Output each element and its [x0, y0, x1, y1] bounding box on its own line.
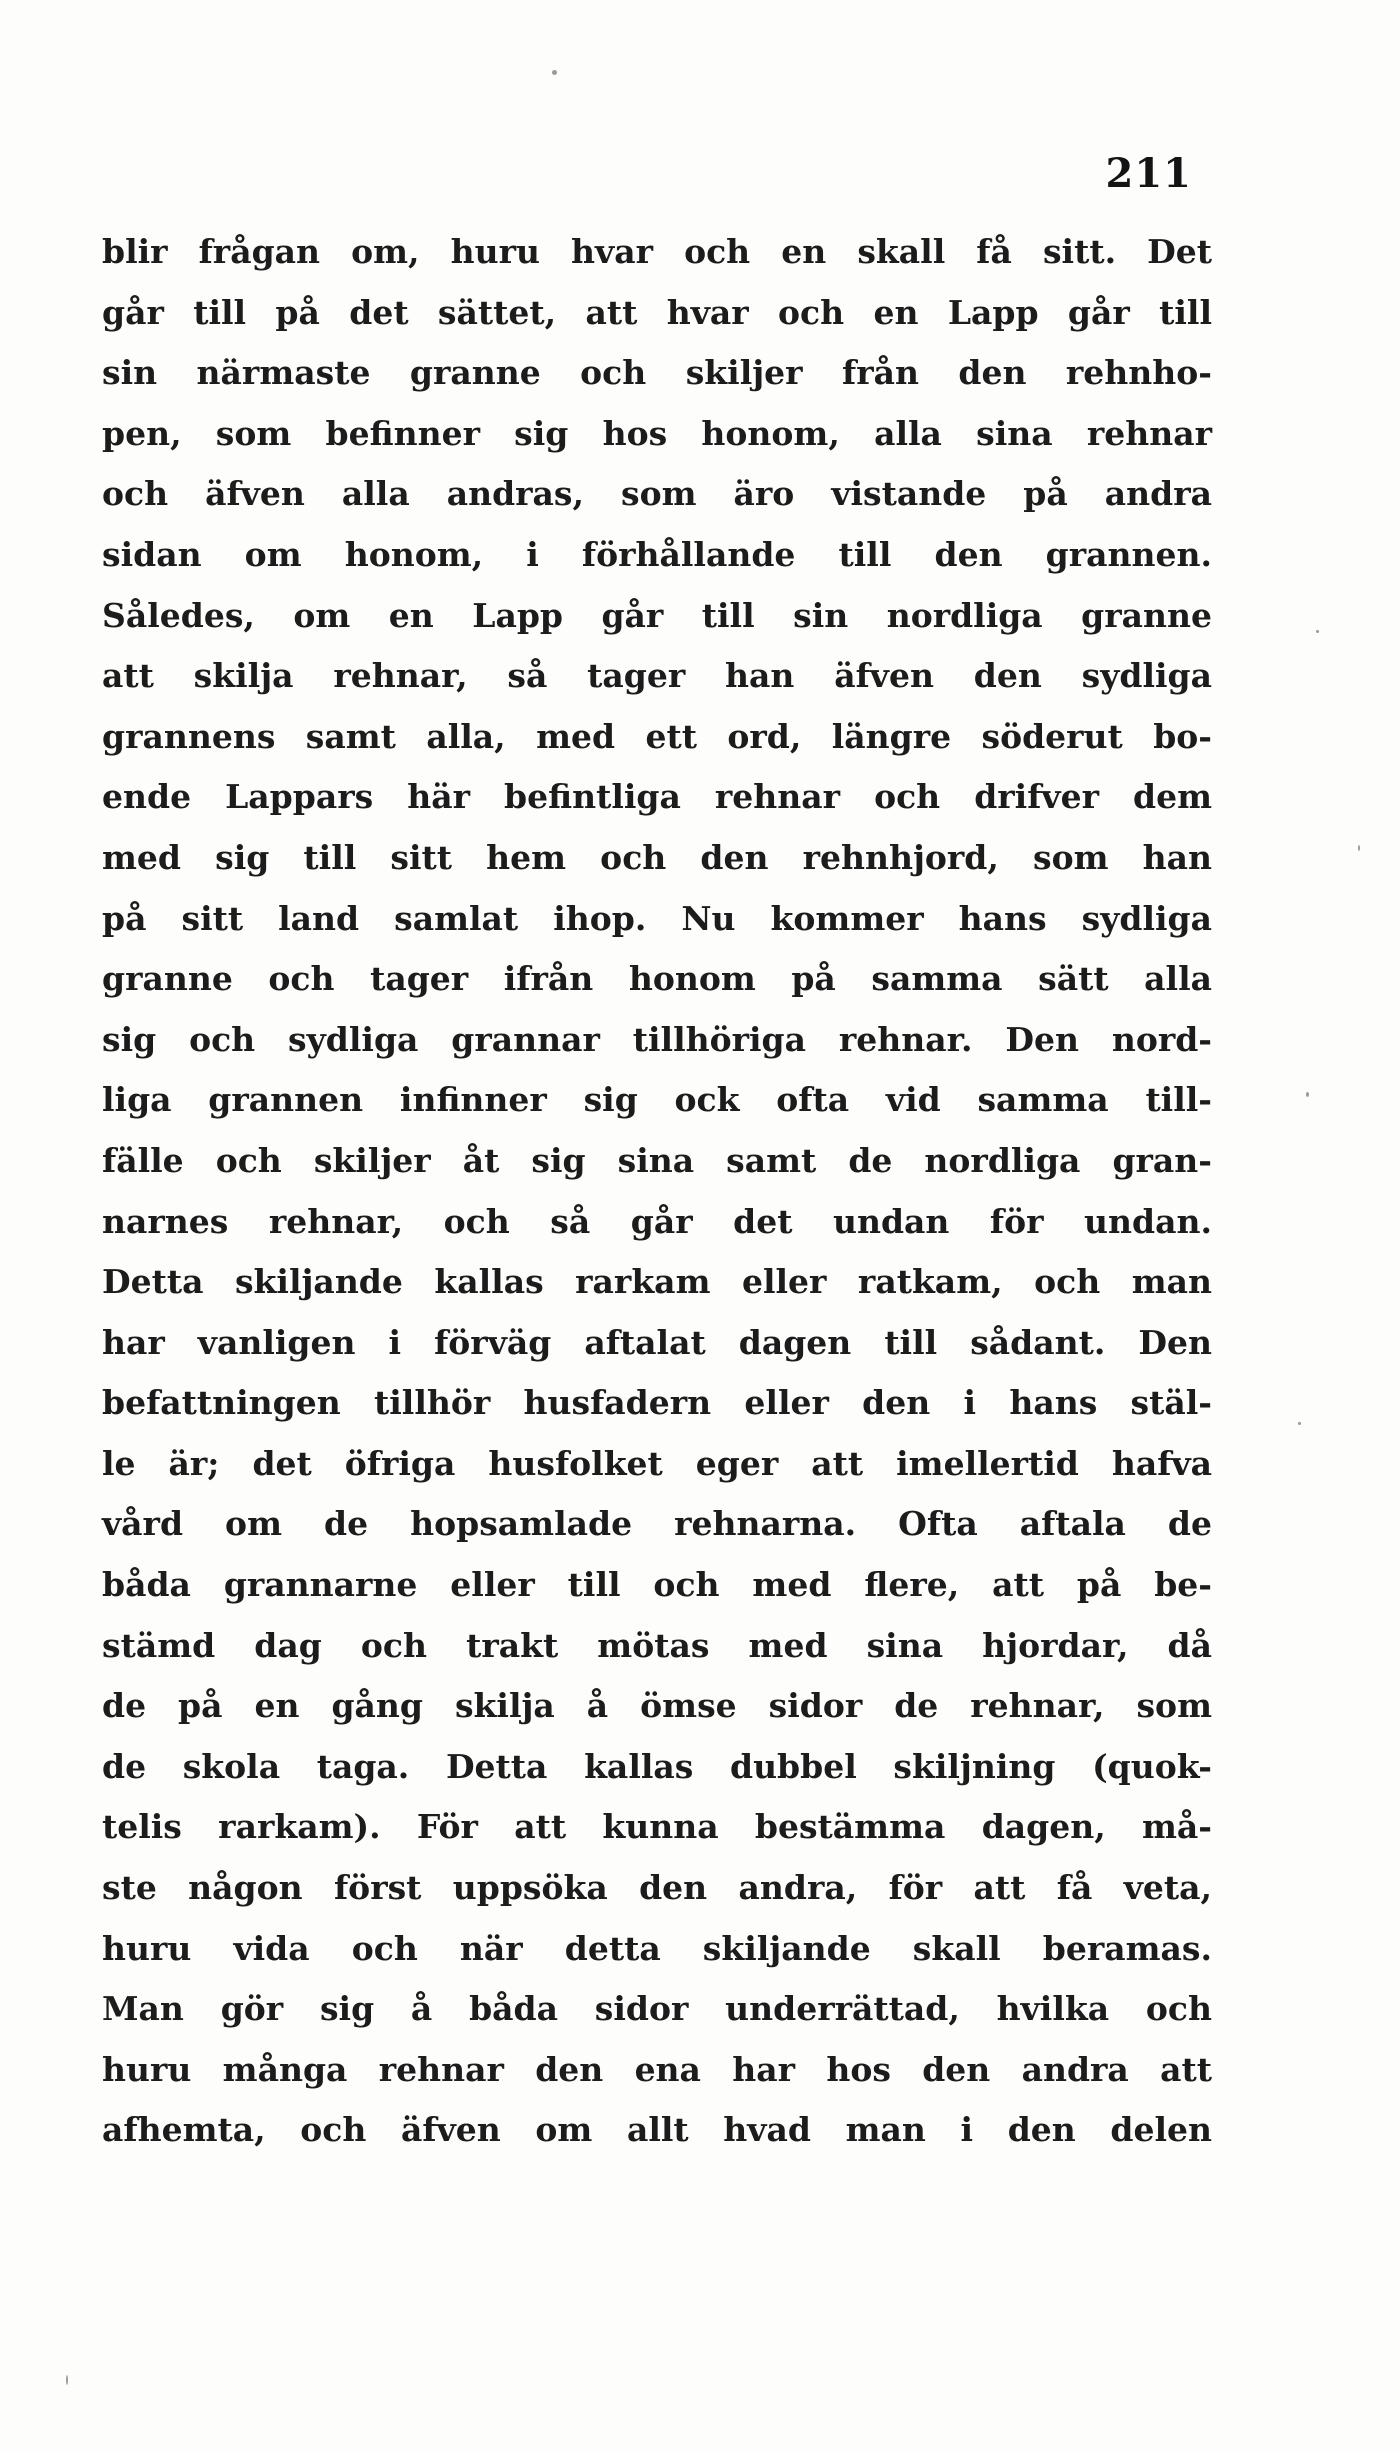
page-number: 211 [1105, 150, 1192, 197]
text-line: grannens samt alla, med ett ord, längre söderut bo- [102, 716, 1212, 756]
text-line: går till på det sättet, att hvar och en Lapp går till [102, 292, 1212, 332]
paper-speck [1306, 1092, 1309, 1097]
paper-speck [1316, 630, 1319, 633]
text-line: Detta skiljande kallas rarkam eller ratkam, och man [102, 1262, 1212, 1302]
text-line: och äfven alla andras, som äro vistande på andra [102, 474, 1212, 514]
text-line: afhemta, och äfven om allt hvad man i den delen [102, 2110, 1212, 2150]
text-line: Således, om en Lapp går till sin nordliga granne [102, 595, 1212, 635]
text-line: le är; det öfriga husfolket eger att imellertid hafva [102, 1443, 1212, 1483]
body-text [102, 222, 1212, 2161]
text-line: blir frågan om, huru hvar och en skall få sitt. Det [102, 232, 1212, 271]
text-line: ende Lappars här befintliga rehnar och drifver dem [102, 777, 1212, 817]
text-line: med sig till sitt hem och den rehnhjord, som han [102, 837, 1212, 877]
text-line: sig och sydliga grannar tillhöriga rehnar. Den nord- [102, 1019, 1212, 1059]
paper-speck [1298, 1422, 1301, 1425]
text-line: har vanligen i förväg aftalat dagen till sådant. Den [102, 1322, 1212, 1362]
text-line: ste någon först uppsöka den andra, för att få veta, [102, 1868, 1212, 1908]
text-line: narnes rehnar, och så går det undan för undan. [102, 1201, 1212, 1241]
text-line: de skola taga. Detta kallas dubbel skiljning (quok- [102, 1746, 1212, 1786]
text-line: fälle och skiljer åt sig sina samt de nordliga gran- [102, 1140, 1212, 1180]
text-line: befattningen tillhör husfadern eller den i hans stäl- [102, 1383, 1212, 1423]
text-line: liga grannen infinner sig ock ofta vid samma till- [102, 1080, 1212, 1120]
text-line: sin närmaste granne och skiljer från den rehnho- [102, 353, 1212, 393]
text-line: de på en gång skilja å ömse sidor de rehnar, som [102, 1686, 1212, 1726]
text-line: pen, som befinner sig hos honom, alla sina rehnar [102, 413, 1212, 453]
text-line: Man gör sig å båda sidor underrättad, hvilka och [102, 1989, 1212, 2029]
text-line: båda grannarne eller till och med flere, att på be- [102, 1565, 1212, 1605]
text-line: på sitt land samlat ihop. Nu kommer hans sydliga [102, 898, 1212, 938]
text-line: huru vida och när detta skiljande skall beramas. [102, 1928, 1212, 1968]
text-line: att skilja rehnar, så tager han äfven den sydliga [102, 656, 1212, 696]
paper-speck [1358, 845, 1360, 851]
paper-speck [66, 2375, 68, 2385]
paper-speck [552, 70, 557, 75]
text-line: huru många rehnar den ena har hos den andra att [102, 2049, 1212, 2089]
text-line: vård om de hopsamlade rehnarna. Ofta aftala de [102, 1504, 1212, 1544]
text-line: sidan om honom, i förhållande till den grannen. [102, 534, 1212, 574]
text-line: granne och tager ifrån honom på samma sätt alla [102, 959, 1212, 999]
text-line: stämd dag och trakt mötas med sina hjordar, då [102, 1625, 1212, 1665]
text-line: telis rarkam). För att kunna bestämma dagen, må- [102, 1807, 1212, 1847]
